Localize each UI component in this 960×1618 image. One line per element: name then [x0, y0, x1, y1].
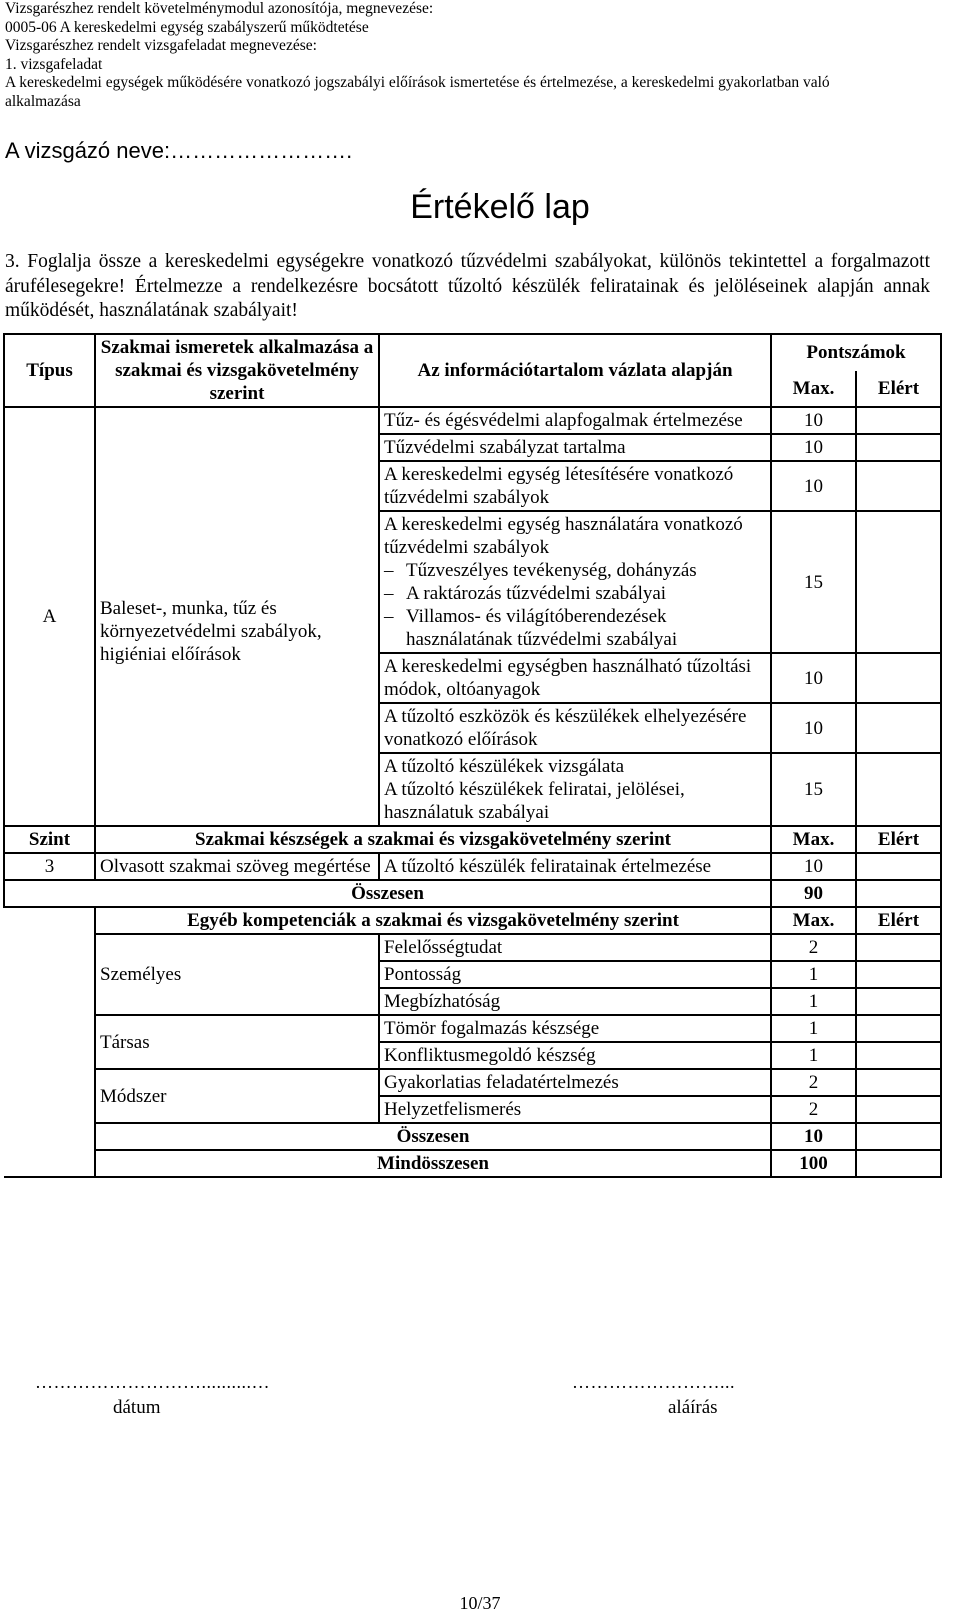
header-achieved: Elért — [856, 907, 941, 934]
header-line: Vizsgarészhez rendelt vizsgafeladat megnevezése: — [5, 37, 317, 55]
achieved-cell — [856, 753, 941, 826]
skill-cell: Olvasott szakmai szöveg megértése — [95, 853, 379, 880]
document-header — [5, 0, 955, 112]
info-cell — [379, 753, 771, 826]
header-max: Max. — [771, 907, 856, 934]
header-line: alkalmazása — [5, 92, 81, 110]
info-cell: A tűzoltó eszközök és készülékek elhelyezésére vonatkozó előírások — [379, 703, 771, 753]
table-row — [4, 1015, 941, 1042]
achieved-cell — [856, 653, 941, 703]
info-cell — [379, 511, 771, 653]
info-text: A tűzoltó készülékek vizsgálata — [384, 756, 625, 777]
header-max: Max. — [771, 826, 856, 853]
info-cell: A kereskedelmi egység létesítésére vonatkozó tűzvédelmi szabályok — [379, 461, 771, 511]
info-text: A kereskedelmi egység használatára vonatkozó tűzvédelmi szabályok — [384, 514, 743, 558]
competence-item: Gyakorlatias feladatértelmezés — [379, 1069, 771, 1096]
competence-item: Pontosság — [379, 961, 771, 988]
info-cell: Tűzvédelmi szabályzat tartalma — [379, 434, 771, 461]
competence-item: Felelősségtudat — [379, 934, 771, 961]
max-cell: 10 — [771, 434, 856, 461]
competence-item: Konfliktusmegoldó készség — [379, 1042, 771, 1069]
page-title: Értékelő lap — [410, 188, 590, 226]
achieved-cell — [856, 853, 941, 880]
header-max: Max. — [771, 371, 856, 408]
achieved-cell — [856, 434, 941, 461]
header-achieved: Elért — [856, 371, 941, 408]
max-cell: 10 — [771, 653, 856, 703]
other-header-row — [4, 907, 941, 934]
achieved-cell — [856, 880, 941, 907]
date-line: ………………………..........… — [35, 1372, 270, 1392]
bullet-continuation: használatának tűzvédelmi szabályai — [406, 629, 678, 650]
subtotal-row — [4, 1123, 941, 1150]
subtotal-label: Összesen — [4, 880, 771, 907]
max-cell: 2 — [771, 934, 856, 961]
achieved-cell — [856, 1123, 941, 1150]
subtotal-row — [4, 880, 941, 907]
max-cell: 10 — [771, 853, 856, 880]
achieved-cell — [856, 703, 941, 753]
max-cell: 1 — [771, 961, 856, 988]
achieved-cell — [856, 1150, 941, 1177]
subtotal-label: Összesen — [95, 1123, 771, 1150]
achieved-cell — [856, 1096, 941, 1123]
type-cell: A — [4, 407, 95, 826]
total-row — [4, 1150, 941, 1177]
achieved-cell — [856, 934, 941, 961]
info-cell: Tűz- és égésvédelmi alapfogalmak értelmezése — [379, 407, 771, 434]
achieved-cell — [856, 1015, 941, 1042]
header-skills: Szakmai készségek a szakmai és vizsgakövetelmény szerint — [95, 826, 771, 853]
achieved-cell — [856, 1042, 941, 1069]
bullet-item: – A raktározás tűzvédelmi szabályai — [384, 582, 766, 605]
header-other: Egyéb kompetenciák a szakmai és vizsgakövetelmény szerint — [95, 907, 771, 934]
achieved-cell — [856, 511, 941, 653]
page-number: 10/37 — [459, 1593, 501, 1613]
competence-personal: Személyes — [95, 934, 379, 1015]
info-cell: A tűzoltó készülék feliratainak értelmezése — [379, 853, 771, 880]
evaluation-table — [3, 333, 942, 1178]
max-cell: 10 — [771, 703, 856, 753]
achieved-cell — [856, 1069, 941, 1096]
header-line: 0005-06 A kereskedelmi egység szabályszerű működtetése — [5, 18, 369, 36]
achieved-cell — [856, 461, 941, 511]
competence-item: Tömör fogalmazás készsége — [379, 1015, 771, 1042]
signature-line: ……………………... — [572, 1372, 735, 1392]
achieved-cell — [856, 961, 941, 988]
total-label: Mindösszesen — [95, 1150, 771, 1177]
table-header-row — [4, 334, 941, 371]
header-info: Az információtartalom vázlata alapján — [379, 334, 771, 407]
header-level: Szint — [4, 826, 95, 853]
max-cell: 2 — [771, 1069, 856, 1096]
max-cell: 15 — [771, 753, 856, 826]
competence-method: Módszer — [95, 1069, 379, 1123]
header-line: A kereskedelmi egységek működésére vonatkozó jogszabályi előírások ismertetése és értelmezése, a kereskedelmi gyakorlatban való — [5, 74, 830, 92]
info-text: A tűzoltó készülékek feliratai, jelölései, használatuk szabályai — [384, 779, 685, 823]
competence-item: Helyzetfelismerés — [379, 1096, 771, 1123]
info-cell: A kereskedelmi egységben használható tűzoltási módok, oltóanyagok — [379, 653, 771, 703]
max-cell: 1 — [771, 988, 856, 1015]
bullet-item: – Villamos- és világítóberendezések — [384, 605, 766, 628]
max-cell: 15 — [771, 511, 856, 653]
knowledge-cell: Baleset-, munka, tűz és környezetvédelmi szabályok, higiéniai előírások — [95, 407, 379, 826]
achieved-cell — [856, 407, 941, 434]
max-cell: 2 — [771, 1096, 856, 1123]
header-line: 1. vizsgafeladat — [5, 55, 103, 73]
competence-social: Társas — [95, 1015, 379, 1069]
header-type: Típus — [4, 334, 95, 407]
table-row — [4, 853, 941, 880]
examinee-name-field: A vizsgázó neve:……………………. — [5, 138, 353, 163]
header-points: Pontszámok — [771, 334, 941, 371]
header-line: Vizsgarészhez rendelt követelménymodul azonosítója, megnevezése: — [5, 0, 434, 17]
table-row — [4, 1069, 941, 1096]
level-cell: 3 — [4, 853, 95, 880]
signature-label: aláírás — [668, 1397, 718, 1418]
date-label: dátum — [113, 1397, 161, 1418]
skills-header-row — [4, 826, 941, 853]
header-achieved: Elért — [856, 826, 941, 853]
table-row — [4, 934, 941, 961]
max-cell: 10 — [771, 407, 856, 434]
max-cell: 1 — [771, 1015, 856, 1042]
header-knowledge: Szakmai ismeretek alkalmazása a szakmai és vizsgakövetelmény szerint — [95, 334, 379, 407]
bullet-item: – Tűzveszélyes tevékenység, dohányzás — [384, 559, 766, 582]
subtotal-value: 90 — [771, 880, 856, 907]
table-row — [4, 407, 941, 434]
max-cell: 10 — [771, 461, 856, 511]
max-cell: 1 — [771, 1042, 856, 1069]
subtotal-value: 10 — [771, 1123, 856, 1150]
task-description: 3. Foglalja össze a kereskedelmi egységekre vonatkozó tűzvédelmi szabályokat, különös tekintettel a forgalmazott árufélesegekre! Értelmezze a rendelkezésre bocsátott tűzoltó készülék feliratainak és jelöléseinek alapján annak működését, használatának szabályait! — [5, 251, 930, 321]
competence-item: Megbízhatóság — [379, 988, 771, 1015]
total-value: 100 — [771, 1150, 856, 1177]
achieved-cell — [856, 988, 941, 1015]
